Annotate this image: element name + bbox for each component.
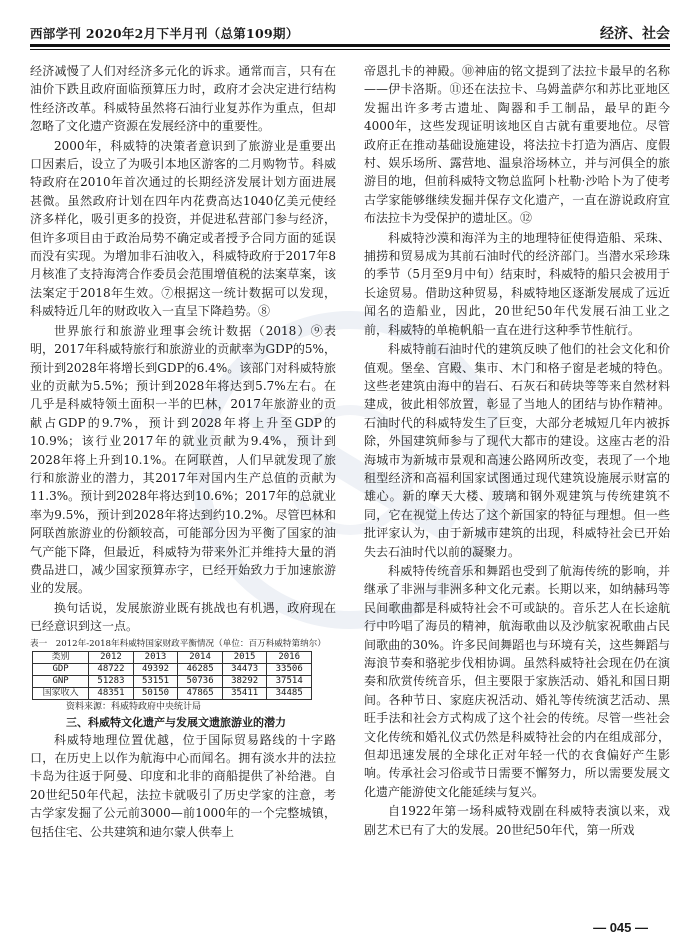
- paragraph: 2000年，科威特的决策者意识到了旅游业是重要出口因素后，设立了为吸引本地区游客的二月购物节。科威特政府在2010年首次通过的长期经济发展计划方面进展甚微。虽然政府计划在四年内花费高达1040亿美元使经济多样化，吸引更多的投资，并促进私营部门参与经济，但许多项目由于政治局势不确定或者授予合同方面的延误而没有实现。为增加非石油收入，科威特政府于2017年8月核准了支持海湾合作委员会范围增值税的法案草案，该法案定于2018年生效。⑦根据这一统计数据可以发现，科威特近几年的财政收入一直呈下降趋势。⑧: [30, 138, 336, 319]
- table-header-row: [33, 651, 312, 663]
- page-header: [30, 18, 670, 44]
- section-label: 经济、社会: [600, 26, 670, 42]
- table-header-cell: 2016: [267, 651, 312, 663]
- table-cell: 51283: [89, 675, 134, 687]
- table-cell: 46285: [178, 663, 223, 675]
- table-header-cell: 2014: [178, 651, 223, 663]
- table-header-cell: 2013: [133, 651, 178, 663]
- table-row: [33, 675, 312, 687]
- table-cell: 53151: [133, 675, 178, 687]
- table-cell: 48351: [89, 687, 134, 699]
- table-caption: 表一 2012年-2018年科威特国家财政平衡情况（单位：百万科威特第纳尔）: [30, 638, 326, 649]
- table-header-cell: 类别: [33, 651, 89, 663]
- table-row: [33, 663, 312, 675]
- paragraph: 经济减慢了人们对经济多元化的诉求。通常而言，只有在油价下跌且政府面临预算压力时，政府才会决定进行结构性经济改革。科威特虽然将石油行业复苏作为重点，但却忽略了文化遗产资源在发展经济中的重要性。: [30, 64, 336, 134]
- table-cell: 38292: [222, 675, 267, 687]
- table-source: 资料来源：科威特政府中央统计局: [66, 701, 202, 712]
- table-cell: GNP: [33, 675, 89, 687]
- table-cell: 34485: [267, 687, 312, 699]
- header-rule-thin: [30, 49, 670, 50]
- table-cell: 48722: [89, 663, 134, 675]
- paragraph: 自1922年第一场科威特戏剧在科威特表演以来，戏剧艺术已有了大的发展。20世纪50年代，第一所戏: [364, 804, 670, 837]
- table-header-cell: 2015: [222, 651, 267, 663]
- left-column: [30, 62, 336, 842]
- fiscal-table: [32, 651, 312, 700]
- table-cell: 50150: [133, 687, 178, 699]
- table-cell: 37514: [267, 675, 312, 687]
- paragraph: 科威特传统音乐和舞蹈也受到了航海传统的影响，并继承了非洲与非洲多种文化元素。长期以来，如纳赫玛等民间歌曲都是科威特社会不可或缺的。音乐艺人在长途航行中吟唱了海员的精神，航海歌曲以及沙航家祝歌曲占民间歌曲的30%。许多民间舞蹈也与环境有关，这些舞蹈与海浪节奏和骆驼步伐相协调。虽然科威特社会现在仍在演奏和欣赏传统音乐，但主要限于家族活动、婚礼和国日期间。各种节日、家庭庆祝活动、婚礼等传统演艺活动、黑旺手法和社会方式构成了这个社会的传统。尽管一些社会文化传统和婚礼仪式仍然是科威特社会的内在组成部分，但却迅速发展的全球化正对年轻一代的衣食偏好产生影响。传承社会习俗或节日需要不懈努力，所以需要发展文化遗产能游使文化能延续与复兴。: [364, 563, 670, 799]
- paragraph: 科威特前石油时代的建筑反映了他们的社会文化和价值观。堡垒、宫殿、集市、木门和格子窗是老城的特色。这些老建筑由海中的岩石、石灰石和砖块等等来自然材料建成，彼此相邻放置，彰显了当地人的团结与协作精神。石油时代的科威特发生了巨变，大部分老城短几年内被拆除，外国建筑师参与了现代大都市的建设。这座古老的沿海城市为新城市景观和高速公路网所改变，表现了一个地租型经济和高福利国家试图通过现代建筑设施展示财富的雄心。新的摩天大楼、玻璃和钢外观建筑与传统建筑不同，它在视觉上传达了这个新国家的特征与理想。但一些批评家认为，由于新城市建筑的出现，科威特社会已开始失去石油时代以前的凝聚力。: [364, 342, 670, 559]
- paragraph: 科威特地理位置优越，位于国际贸易路线的十字路口，在历史上以作为航海中心而闻名。拥有淡水井的法拉卡岛为往返于阿曼、印度和北非的商船提供了补给港。自20世纪50年代起，法拉卡就吸引了历史学家的注意，考古学家发掘了公元前3000—前1000年的一个完整城镇，包括住宅、公共建筑和迪尔蒙人供奉上: [30, 732, 336, 839]
- table-cell: 33506: [267, 663, 312, 675]
- page-number: — 045 —: [593, 920, 648, 935]
- table-row: [33, 687, 312, 699]
- journal-title: 西部学刊 2020年2月下半月刊（总第109期）: [30, 26, 299, 41]
- paragraph: 科威特沙漠和海洋为主的地理特征使得造船、采珠、捕捞和贸易成为其前石油时代的经济部门。当潜水采珍珠的季节（5月至9月中旬）结束时，科威特的船只会被用于长途贸易。借助这种贸易，科威特地区逐渐发展成了远近闻名的造船业，因此，20世纪50年代发展石油工业之前，科威特的单桅帆船一直在进行这种季节性航行。: [364, 230, 670, 337]
- header-rule: [30, 44, 670, 47]
- paragraph: 世界旅行和旅游业理事会统计数据（2018）⑨表明，2017年科威特旅行和旅游业的贡献率为GDP的5%，预计到2028年将增长到GDP的6.4%。该部门对科威特旅业的贡献为5.5%；预计到2028年将达到5.7%左右。在几乎是科威特领土面积一半的巴林，2017年旅游业的贡献占GDP的9.7%，预计到2028年将上升至GDP的10.9%；该行业2017年的就业贡献为9.4%，预计到2028年将上升到10.1%。在阿联酋，人们早就发现了旅行和旅游业的潜力，其2017年对国内生产总值的贡献为11.3%。预计到2028年将达到10.6%；2017年的总就业率为9.5%，预计到2028年将达到约10.2%。尽管巴林和阿联酋旅游业的份额较高，可能部分因为平衡了国家的油气产能下降，但最近，科威特为带来外汇并维持大量的消费品进口，减少国家预算赤字，已经开始致力于加速旅游业的发展。: [30, 323, 336, 596]
- paragraph: 换句话说，发展旅游业既有挑战也有机遇，政府现在已经意识到这一点。: [30, 600, 336, 634]
- table-cell: GDP: [33, 663, 89, 675]
- paragraph: 帝恩扎卡的神殿。⑩神庙的铭文提到了法拉卡最早的名称——伊卡洛斯。⑪还在法拉卡、乌姆盖萨尔和苏比亚地区发掘出许多考古遗址、陶器和手工制品，最早的距今4000年，这些发现证明该地区自古就有重要地位。尽管政府正在推动基础设施建设，将法拉卡打造为酒店、度假村、娱乐场所、露营地、温泉浴场林立，并与河俱全的旅游目的地，但前科威特文物总监阿卜杜勒·沙哈卜为了使考古学家能够继续发掘并保存文化遗产，一直在游说政府宣布法拉卡为受保护的遗址区。⑫: [364, 64, 670, 226]
- table-cell: 国家收入: [33, 687, 89, 699]
- table-cell: 34473: [222, 663, 267, 675]
- table-cell: 50736: [178, 675, 223, 687]
- table-header-cell: 2012: [89, 651, 134, 663]
- right-column: [364, 62, 670, 840]
- table-cell: 47865: [178, 687, 223, 699]
- table-cell: 35411: [222, 687, 267, 699]
- section-heading: 三、科威特文化遗产与发展文遗旅游业的潜力: [66, 715, 286, 729]
- table-cell: 49392: [133, 663, 178, 675]
